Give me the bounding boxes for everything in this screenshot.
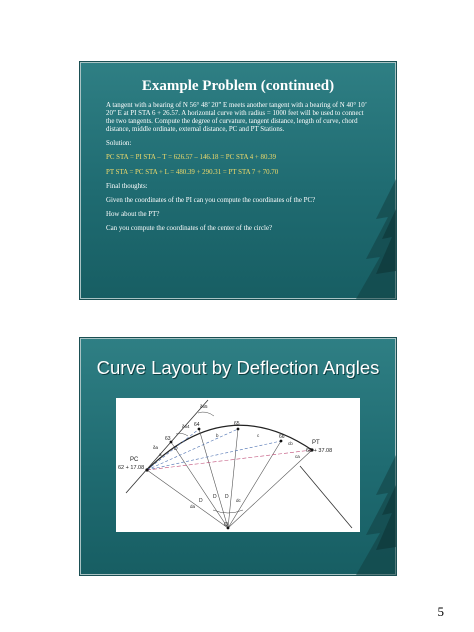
label-ca: ca [295, 454, 300, 459]
pc-station-label: 62 + 17.08 [118, 465, 145, 471]
station-66-point [280, 440, 283, 443]
curve-arc [147, 425, 312, 470]
slide-example-problem [79, 61, 397, 300]
chord-line [147, 429, 238, 470]
radius-line [199, 429, 228, 528]
problem-statement: A tangent with a bearing of N 56° 48’ 20” E meets another tangent with a bearing of N 40° 10’ 20” E at PI STA 6 + 26.57. A horizontal curve with radius = 1000 feet will be used to connect the two tangents. Compute the degree of curvature, tangent distance, length of curve, chord distance, middle ordinate, external distance, PC and PT Stations. [106, 102, 367, 134]
delta-a-label: δa [153, 445, 159, 450]
label-da: da [190, 504, 196, 509]
radius-line [228, 450, 312, 528]
radius-line [228, 441, 281, 528]
curve-diagram-svg [116, 398, 360, 532]
slide-curve-layout [79, 337, 397, 576]
center-label: O [224, 522, 229, 528]
label-d-central: D [213, 494, 217, 500]
label-d: D [174, 446, 178, 452]
slide-title: Example Problem (continued) [141, 78, 335, 94]
radius-line [171, 442, 228, 528]
final-thoughts-heading: Final thoughts: [106, 182, 148, 190]
label-a: a [159, 452, 162, 457]
question-pt: How about the PT? [106, 210, 160, 218]
label-b: b [216, 433, 219, 438]
station-64-label: 64 [194, 422, 200, 428]
deflection-angle-diagram [116, 398, 360, 532]
page-number: 5 [437, 604, 444, 619]
pc-point [145, 468, 148, 471]
label-d-central: D [199, 498, 203, 504]
label-dc: dc [236, 498, 241, 503]
question-pc-coordinates: Given the coordinates of the PI can you compute the coordinates of the PC? [106, 196, 316, 204]
station-63-label: 63 [165, 436, 171, 442]
chord-line [147, 441, 281, 470]
station-66-label: 66 [279, 434, 285, 440]
station-64-point [198, 428, 201, 431]
pt-station-computation: PT STA = PC STA + L = 480.39 + 290.31 = PT STA 7 + 70.70 [106, 168, 279, 176]
pc-label: PC [130, 457, 139, 463]
delta-64-label: δ64 [182, 424, 190, 429]
long-chord-line [147, 450, 312, 470]
label-d-central: D [225, 494, 229, 500]
slide-title: Curve Layout by Deflection Angles [96, 357, 380, 378]
deflection-arc [198, 412, 214, 416]
station-65-point [237, 428, 240, 431]
slide-body [106, 102, 368, 239]
delta-65-label: δ65 [200, 404, 208, 409]
station-65-label: 65 [234, 421, 240, 427]
solution-heading: Solution: [106, 140, 132, 148]
pc-station-computation: PC STA = PI STA – T = 626.57 – 146.18 = PC STA 4 + 80.39 [106, 154, 277, 162]
pt-label: PT [312, 440, 320, 446]
label-c: c [257, 433, 260, 438]
label-cb: cb [288, 441, 293, 446]
pt-station-label: 66 + 37.08 [306, 448, 333, 454]
question-circle-center: Can you compute the coordinates of the center of the circle? [106, 224, 273, 232]
forward-tangent-line [300, 466, 352, 528]
